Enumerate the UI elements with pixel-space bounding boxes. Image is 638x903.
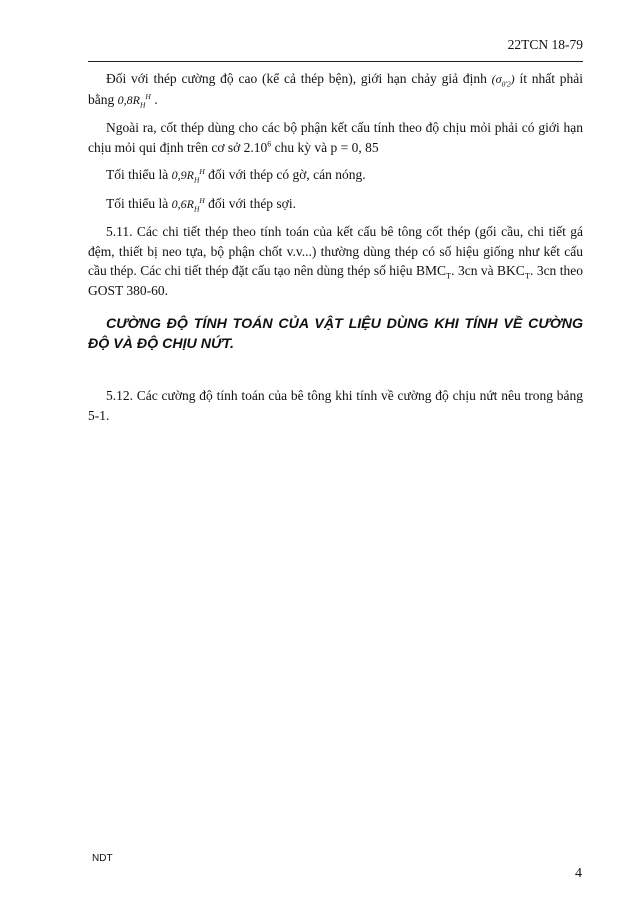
- paragraph-min-wire: [88, 194, 583, 215]
- paragraph-text: Ngoài ra, cốt thép dùng cho các bộ phận kết cấu tính theo độ chịu mỏi phải có giới hạn chịu mỏi qui định trên cơ sở 2.10: [88, 120, 583, 155]
- paragraph-text: Tối thiểu là: [106, 167, 172, 182]
- paragraph-high-strength-steel: [88, 69, 583, 110]
- subscript: T: [445, 270, 452, 281]
- section-heading: CƯỜNG ĐỘ TÍNH TOÁN CỦA VẬT LIỆU DÙNG KHI TÍNH VỀ CƯỜNG ĐỘ VÀ ĐỘ CHỊU NỨT.: [88, 316, 583, 352]
- document-code: 22TCN 18-79: [507, 37, 583, 52]
- paragraph-text: . 3cn theo GOST 380-60.: [88, 263, 583, 298]
- document-body: [88, 69, 583, 433]
- paragraph-5-11: [88, 222, 583, 300]
- strength-formula-08: $0,8R_H^H$: [117, 91, 151, 109]
- page-number: 4: [575, 866, 582, 881]
- header-rule: [88, 61, 583, 62]
- paragraph-text: chu kỳ và p = 0, 85: [271, 139, 379, 155]
- paragraph-5-12: 5.12. Các cường độ tính toán của bê tông khi tính về cường độ chịu nứt nêu trong bảng 5-1.: [88, 388, 583, 423]
- paragraph-text: đối với thép sợi.: [204, 195, 296, 211]
- footer-author: NDT: [92, 853, 113, 864]
- paragraph-fatigue: [88, 118, 583, 157]
- paragraph-text: ít nhất phải bằng: [88, 71, 583, 107]
- exponent: 6: [267, 139, 272, 148]
- paragraph-text: . 3cn và BKC: [451, 263, 525, 278]
- subscript: T: [524, 270, 531, 281]
- paragraph-text: 5.11. Các chi tiết thép theo tính toán của kết cấu bê tông cốt thép (gối cầu, chi tiết gá đệm, thiết bị neo tựa, bộ phận chốt v.v...) thường dùng thép có số hiệu giống như kết cấu cầu thép. Các chi tiết thép đặt cấu tạo nên dùng thép số hiệu BMC: [88, 224, 583, 278]
- paragraph-min-ribbed: [88, 165, 583, 186]
- paragraph-text: Đối với thép cường độ cao (kể cả thép bện), giới hạn chảy giả định: [106, 71, 492, 86]
- paragraph-text: Tối thiểu là: [106, 195, 172, 211]
- paragraph-text: đối với thép có gờ, cán nóng.: [204, 167, 366, 182]
- strength-formula-09: $0,9R_H^H$: [171, 167, 205, 185]
- yield-limit-formula: $(\sigma_{0'2})$: [491, 72, 515, 89]
- paragraph-text: .: [150, 91, 158, 107]
- strength-formula-06: $0,6R_H^H$: [171, 195, 205, 213]
